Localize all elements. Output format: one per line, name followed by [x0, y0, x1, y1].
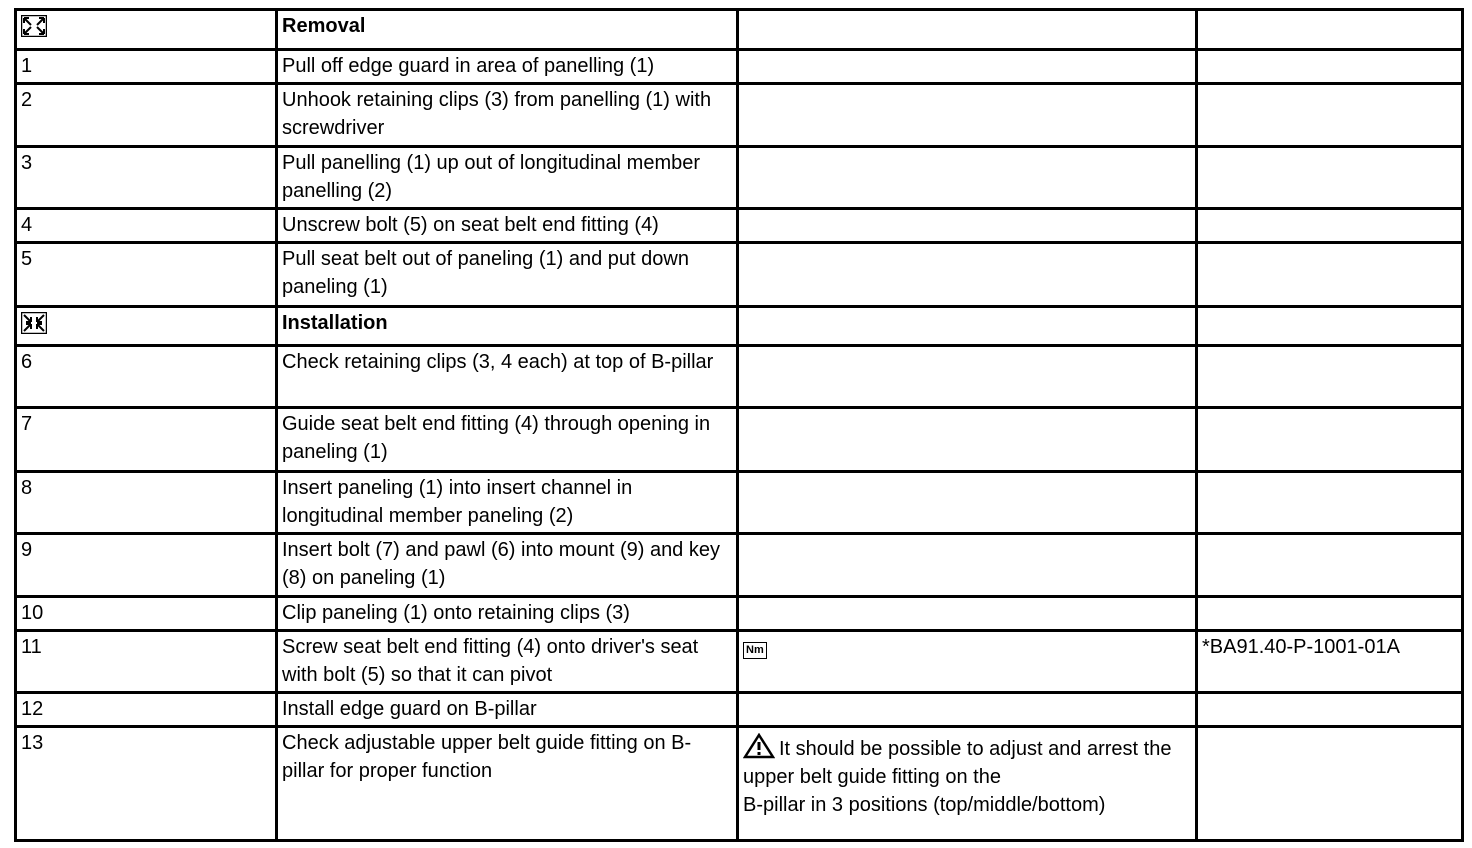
table-row [16, 727, 1463, 841]
torque-nm-icon: Nm [743, 642, 767, 659]
step-text: Insert bolt (7) and pawl (6) into mount (9) and key (8) on paneling (1) [277, 534, 738, 597]
step-number: 2 [16, 84, 277, 147]
table-row [16, 50, 1463, 84]
note-cell [738, 727, 1197, 841]
step-number: 1 [16, 50, 277, 84]
step-number: 8 [16, 472, 277, 534]
table-row [16, 597, 1463, 631]
step-text: Guide seat belt end fitting (4) through opening in paneling (1) [277, 408, 738, 472]
expand-arrows-icon [21, 15, 47, 37]
table-row [16, 243, 1463, 307]
step-number: 11 [16, 631, 277, 693]
table-row [16, 472, 1463, 534]
step-number: 12 [16, 693, 277, 727]
table-row [16, 693, 1463, 727]
step-text: Unhook retaining clips (3) from panelling (1) with screwdriver [277, 84, 738, 147]
step-text: Pull off edge guard in area of panelling (1) [277, 50, 738, 84]
step-number: 10 [16, 597, 277, 631]
removal-icon-cell [16, 10, 277, 50]
step-text: Unscrew bolt (5) on seat belt end fitting (4) [277, 209, 738, 243]
collapse-arrows-icon [21, 312, 47, 334]
step-text: Install edge guard on B-pillar [277, 693, 738, 727]
table-row [16, 147, 1463, 209]
installation-icon-cell [16, 307, 277, 346]
step-number: 6 [16, 346, 277, 408]
step-text: Check adjustable upper belt guide fitting on B-pillar for proper function [277, 727, 738, 841]
table-row [16, 631, 1463, 693]
section-row-removal [16, 10, 1463, 50]
warning-note-line2: B-pillar in 3 positions (top/middle/bottom) [743, 794, 1106, 816]
step-text: Clip paneling (1) onto retaining clips (3) [277, 597, 738, 631]
step-text: Check retaining clips (3, 4 each) at top of B-pillar [277, 346, 738, 408]
warning-icon [743, 733, 775, 759]
step-text: Insert paneling (1) into insert channel in longitudinal member paneling (2) [277, 472, 738, 534]
step-number: 5 [16, 243, 277, 307]
step-text: Pull panelling (1) up out of longitudinal member panelling (2) [277, 147, 738, 209]
table-row [16, 534, 1463, 597]
installation-heading: Installation [277, 307, 738, 346]
removal-heading: Removal [277, 10, 738, 50]
table-row [16, 408, 1463, 472]
section-row-installation [16, 307, 1463, 346]
table-row [16, 346, 1463, 408]
reference-link[interactable]: *BA91.40-P-1001-01A [1197, 631, 1463, 693]
procedure-table [14, 8, 1464, 842]
step-text: Screw seat belt end fitting (4) onto driver's seat with bolt (5) so that it can pivot [277, 631, 738, 693]
step-number: 3 [16, 147, 277, 209]
table-row [16, 209, 1463, 243]
table-row [16, 84, 1463, 147]
step-number: 4 [16, 209, 277, 243]
step-text: Pull seat belt out of paneling (1) and put down paneling (1) [277, 243, 738, 307]
step-number: 9 [16, 534, 277, 597]
step-number: 13 [16, 727, 277, 841]
warning-note-line1: It should be possible to adjust and arrest the upper belt guide fitting on the [743, 738, 1172, 788]
torque-cell [738, 631, 1197, 693]
step-number: 7 [16, 408, 277, 472]
